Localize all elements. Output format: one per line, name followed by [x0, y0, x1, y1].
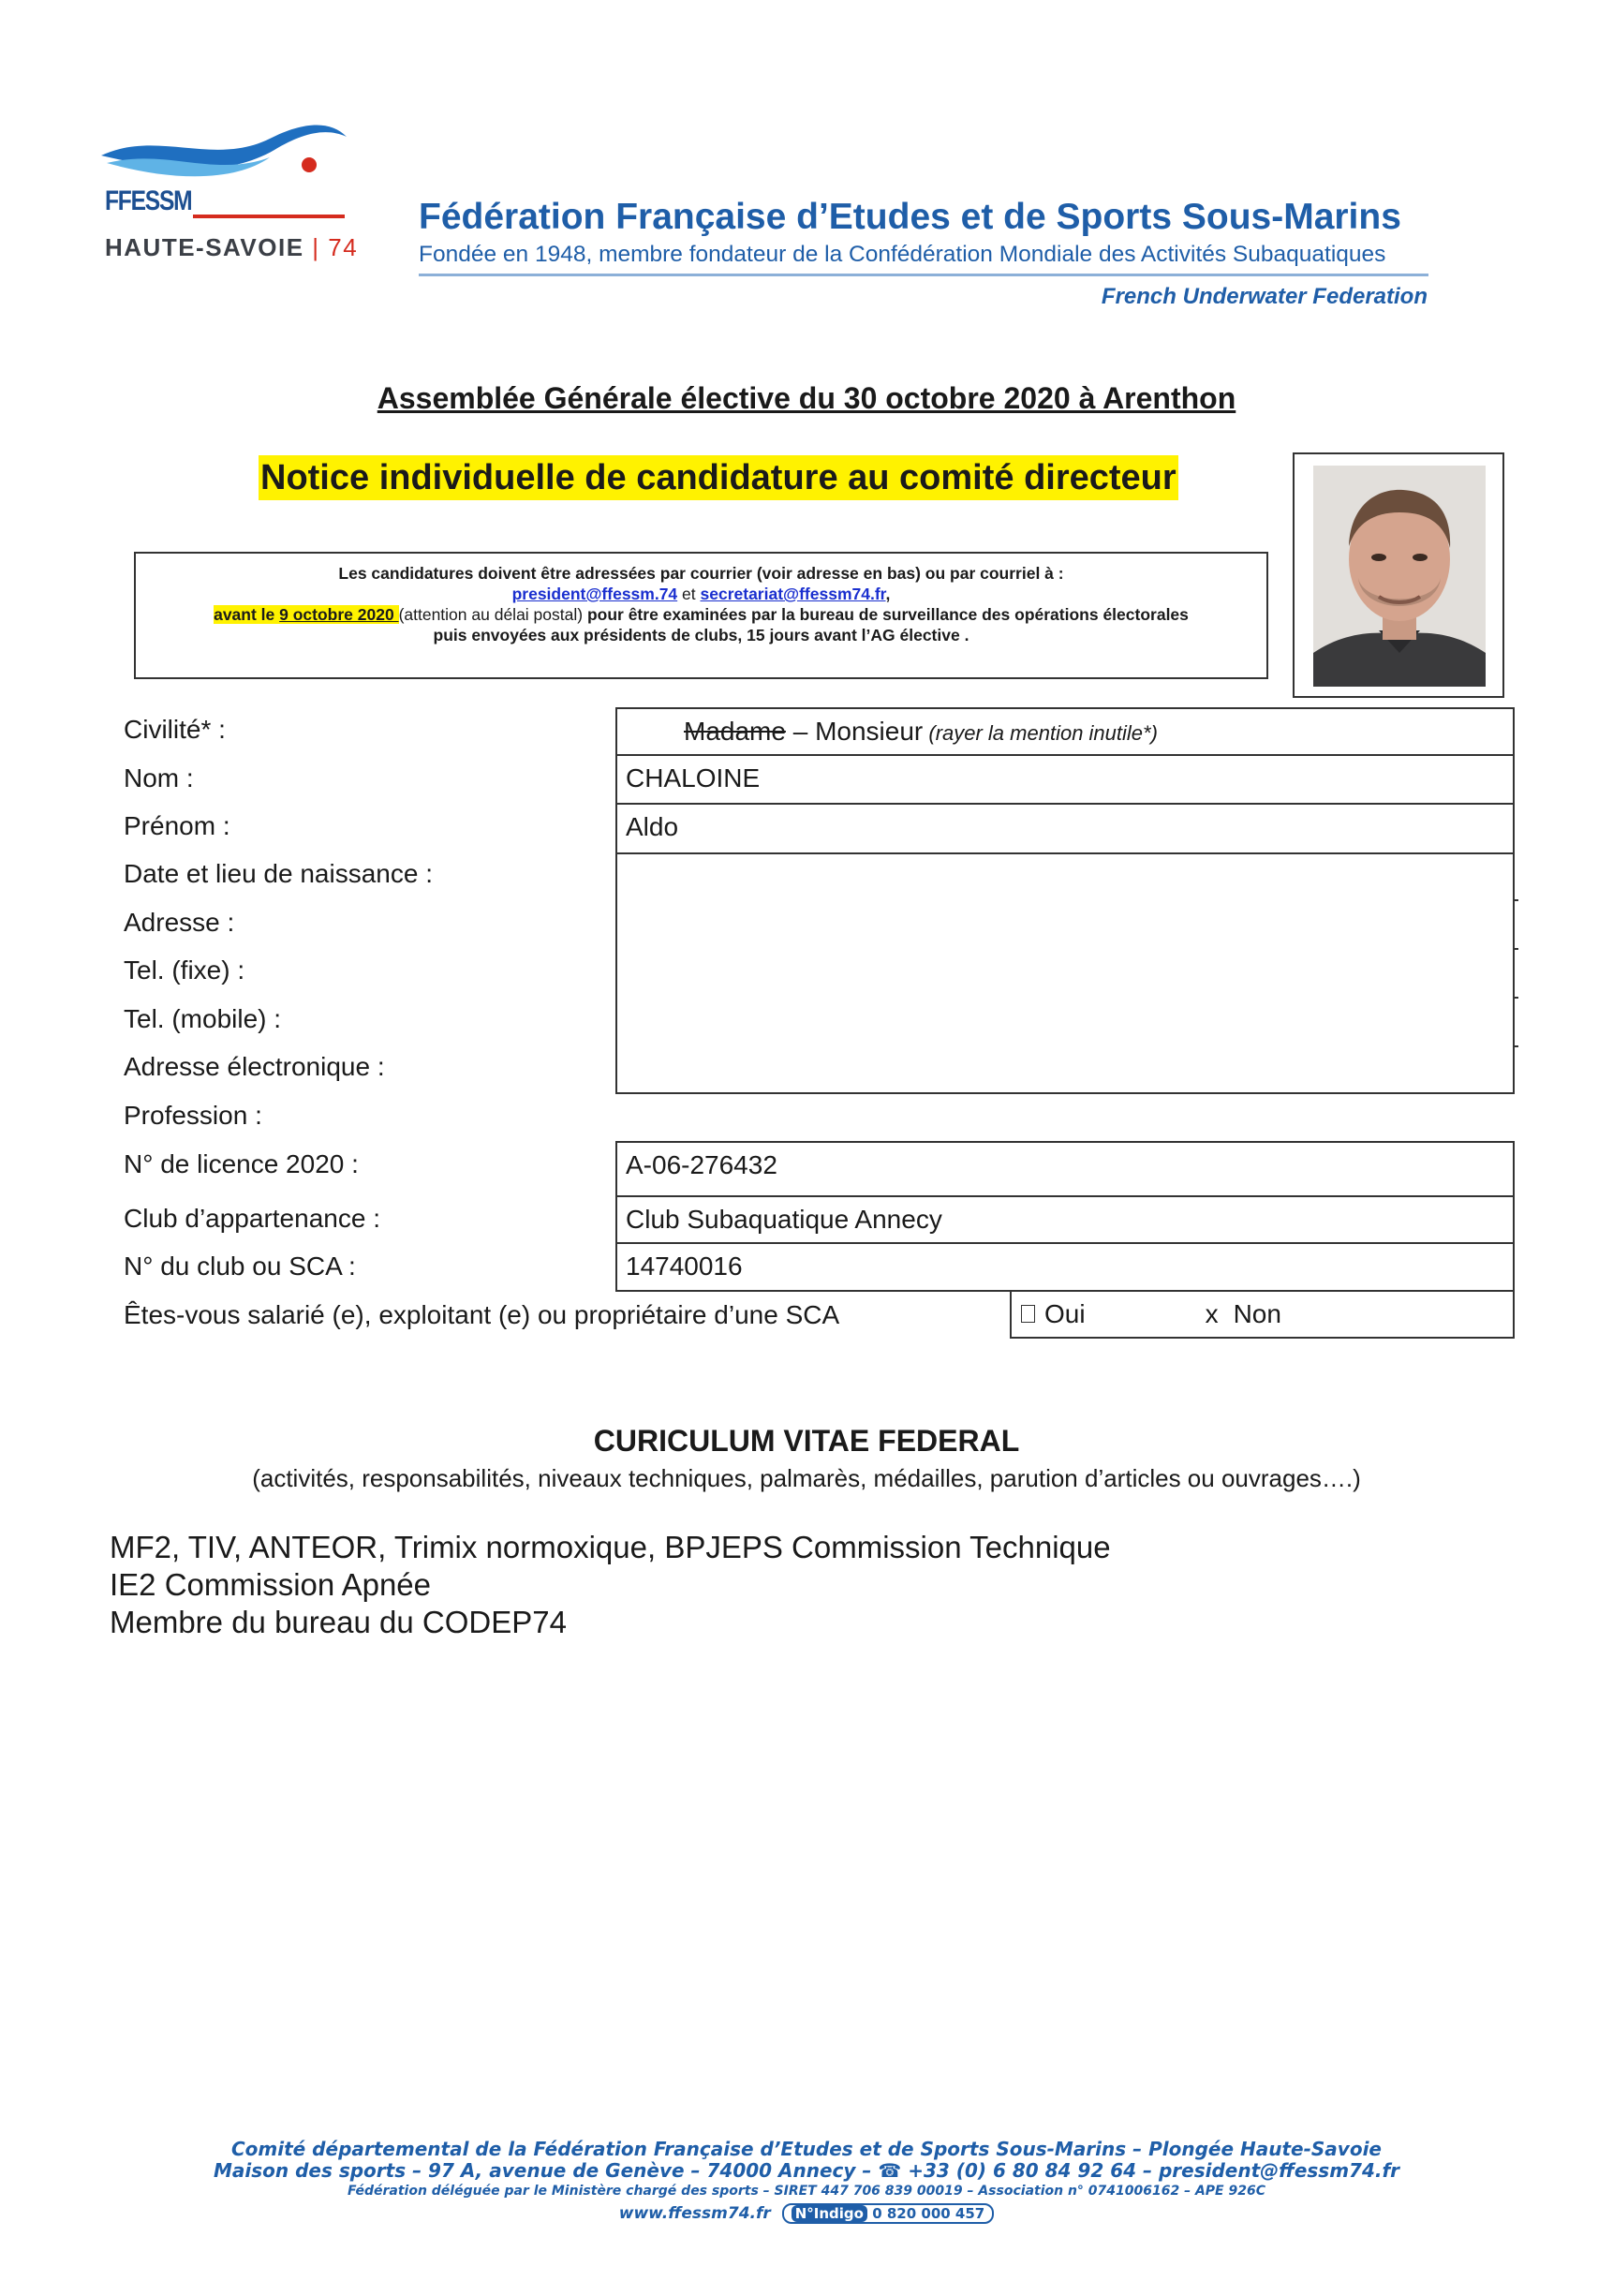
cv-line: MF2, TIV, ANTEOR, Trimix normoxique, BPJEPS Commission Technique — [110, 1530, 1111, 1564]
oui-checkbox[interactable] — [1021, 1305, 1035, 1323]
sca-oui-label: Oui — [1044, 1299, 1086, 1328]
ffessm-logo-wave-icon — [101, 111, 354, 185]
logo-region-name: HAUTE-SAVOIE — [105, 233, 304, 261]
cv-title: CURICULUM VITAE FEDERAL — [593, 1424, 1020, 1458]
field-nom[interactable]: CHALOINE — [615, 754, 1515, 805]
label-profession: Profession : — [124, 1101, 262, 1130]
indigo-label: N°Indigo — [792, 2205, 867, 2222]
label-sca-question: Êtes-vous salarié (e), exploitant (e) ou propriétaire d’une SCA — [124, 1300, 840, 1329]
notice-line-4: puis envoyées aux présidents de clubs, 15 jours avant l’AG élective . — [433, 626, 969, 644]
logo-red-line — [193, 215, 345, 218]
label-nom: Nom : — [124, 763, 194, 792]
logo-region-sep: | — [303, 233, 329, 261]
notice-line-3 — [136, 604, 1266, 625]
federation-subtitle: Fondée en 1948, membre fondateur de la Confédération Mondiale des Activités Subaquatiques — [419, 242, 1386, 267]
field-civilite[interactable] — [615, 707, 1515, 756]
civilite-monsieur: Monsieur — [815, 717, 924, 746]
footer-line-4 — [0, 2203, 1613, 2224]
header-rule — [419, 274, 1428, 276]
civilite-sep: – — [785, 717, 816, 746]
indigo-number: 0 820 000 457 — [872, 2205, 985, 2222]
row-tick — [1513, 948, 1518, 950]
footer-line-3: Fédération déléguée par le Ministère chargé des sports – SIRET 447 706 839 00019 – Association n° 0741006162 – APE 926C — [348, 2184, 1265, 2199]
cv-subtitle: (activités, responsabilités, niveaux techniques, palmarès, médailles, parution d’articles ou ouvrages….) — [252, 1464, 1361, 1492]
label-club: Club d’appartenance : — [124, 1204, 380, 1233]
federation-english: French Underwater Federation — [1101, 284, 1428, 309]
row-tick — [1513, 997, 1518, 999]
logo-region — [105, 233, 358, 262]
non-mark[interactable]: x — [1205, 1299, 1219, 1328]
footer-website-link[interactable]: www.ffessm74.fr — [618, 2204, 771, 2223]
logo-ffessm-text: FFESSM — [105, 185, 192, 216]
footer-line-1: Comité départemental de la Fédération Française d’Etudes et de Sports Sous-Marins – Plongée Haute-Savoie — [230, 2138, 1382, 2160]
notice-info-box — [134, 552, 1268, 679]
label-tel-mobile: Tel. (mobile) : — [124, 1004, 282, 1033]
field-club-num[interactable]: 14740016 — [615, 1242, 1515, 1292]
assembly-title: Assemblée Générale élective du 30 octobre 2020 à Arenthon — [377, 381, 1236, 415]
notice-line-1: Les candidatures doivent être adressées par courrier (voir adresse en bas) ou par courriel à : — [338, 564, 1064, 583]
notice-line-2 — [136, 584, 1266, 604]
label-licence: N° de licence 2020 : — [124, 1149, 359, 1178]
cv-line: Membre du bureau du CODEP74 — [110, 1605, 567, 1639]
field-licence[interactable]: A-06-276432 — [615, 1141, 1515, 1197]
row-tick — [1513, 899, 1518, 901]
field-sca-answer — [1010, 1290, 1515, 1339]
secretariat-email-link[interactable]: secretariat@ffessm74.fr — [700, 585, 886, 603]
deadline-date: 9 octobre 2020 — [279, 605, 399, 624]
footer-line-2: Maison des sports – 97 A, avenue de Genève – 74000 Annecy – ☎ +33 (0) 6 80 84 92 64 – president@ffessm74.fr — [213, 2159, 1400, 2182]
sca-non-label: Non — [1233, 1299, 1281, 1328]
cv-line: IE2 Commission Apnée — [110, 1567, 432, 1602]
field-club[interactable]: Club Subaquatique Annecy — [615, 1195, 1515, 1244]
label-email: Adresse électronique : — [124, 1052, 385, 1081]
president-email-link[interactable]: president@ffessm.74 — [511, 585, 678, 603]
label-naissance: Date et lieu de naissance : — [124, 859, 433, 888]
deadline-highlight — [214, 605, 398, 624]
deadline-note: (attention au délai postal) — [398, 605, 584, 624]
field-personal-details[interactable] — [615, 854, 1515, 1094]
notice-comma: , — [885, 585, 891, 603]
deadline-prefix: avant le — [214, 605, 280, 624]
civilite-madame-struck: Madame — [684, 717, 786, 746]
candidate-photo — [1293, 452, 1504, 698]
divider — [615, 1092, 1515, 1094]
civilite-note: (rayer la mention inutile*) — [923, 721, 1158, 745]
indigo-badge — [782, 2203, 995, 2224]
row-tick — [1513, 1045, 1518, 1047]
candidate-portrait-icon — [1313, 466, 1486, 687]
notice-line-3-rest: pour être examinées par la bureau de surveillance des opérations électorales — [583, 605, 1189, 624]
label-club-num: N° du club ou SCA : — [124, 1252, 356, 1281]
label-civilite: Civilité* : — [124, 715, 226, 744]
label-tel-fixe: Tel. (fixe) : — [124, 955, 245, 985]
federation-title: Fédération Française d’Etudes et de Sports Sous-Marins — [419, 197, 1401, 237]
field-prenom[interactable]: Aldo — [615, 803, 1515, 854]
label-prenom: Prénom : — [124, 811, 230, 840]
notice-title: Notice individuelle de candidature au comité directeur — [259, 455, 1178, 500]
logo-region-number: 74 — [328, 233, 359, 261]
label-adresse: Adresse : — [124, 908, 235, 937]
notice-and: et — [677, 585, 701, 603]
